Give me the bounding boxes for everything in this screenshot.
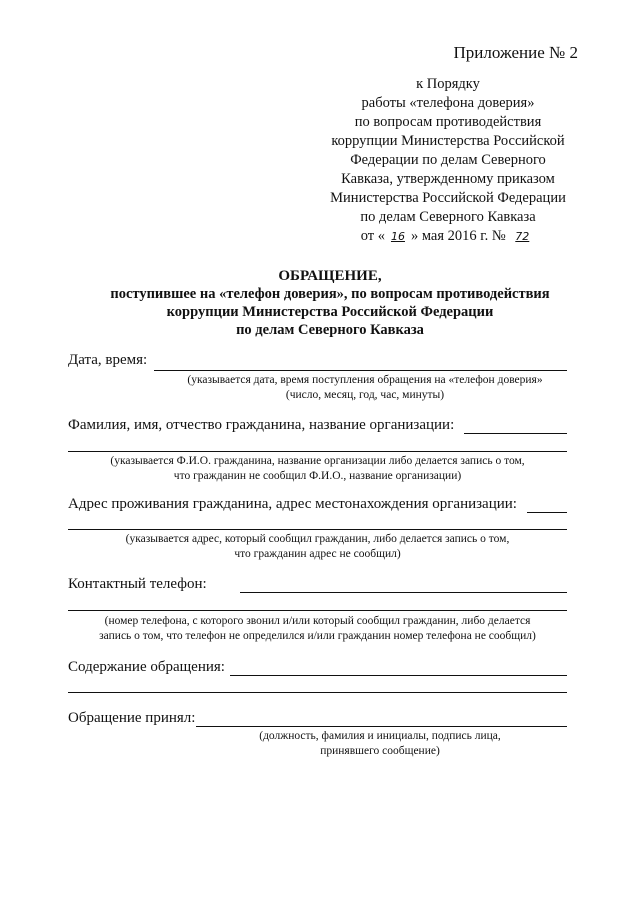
accepted-by-label: Обращение принял:	[68, 710, 196, 726]
accepted-by-fill-line	[196, 726, 567, 727]
address-fill-line	[527, 512, 567, 513]
content-fill-line	[230, 675, 567, 676]
order-date-line	[322, 227, 574, 246]
accepted-by-note	[230, 729, 530, 759]
note-line: запись о том, что телефон не определился и/или гражданин номер телефона не сообщил)	[99, 630, 536, 642]
phone-fill-line-2	[68, 610, 567, 611]
date-time-note	[160, 373, 570, 403]
approval-line: Министерства Российской Федерации	[330, 190, 566, 206]
note-line: (должность, фамилия и инициалы, подпись лица,	[259, 730, 501, 742]
approval-block	[322, 75, 574, 246]
note-line: принявшего сообщение)	[320, 745, 440, 757]
approval-line: по вопросам противодействия	[354, 114, 542, 130]
title-line: по делам Северного Кавказа	[236, 322, 424, 338]
document-title	[40, 267, 620, 339]
address-note	[68, 532, 567, 562]
title-main: ОБРАЩЕНИЕ,	[278, 268, 382, 284]
note-line: (указывается Ф.И.О. гражданина, название организации либо делается запись о том,	[110, 455, 525, 467]
order-date-middle: » мая 2016 г. №	[410, 228, 506, 244]
citizen-name-fill-line	[464, 433, 567, 434]
approval-line: Кавказа, утвержденному приказом	[341, 171, 555, 187]
content-label: Содержание обращения:	[68, 659, 225, 675]
order-day-handwritten: 16	[390, 230, 405, 243]
approval-line: коррупции Министерства Российской	[331, 133, 565, 149]
date-time-label: Дата, время:	[68, 352, 148, 368]
approval-line: по делам Северного Кавказа	[360, 209, 536, 225]
approval-line: Федерации по делам Северного	[350, 152, 546, 168]
address-fill-line-2	[68, 529, 567, 530]
address-label: Адрес проживания гражданина, адрес местонахождения организации:	[68, 496, 517, 512]
phone-fill-line	[240, 592, 567, 593]
note-line: (указывается адрес, который сообщил гражданин, либо делается запись о том,	[125, 533, 510, 545]
phone-note	[68, 614, 567, 644]
note-line: (номер телефона, с которого звонил и/или который сообщил гражданин, либо делается	[104, 615, 531, 627]
citizen-name-fill-line-2	[68, 451, 567, 452]
title-line: коррупции Министерства Российской Федерации	[166, 304, 494, 320]
content-fill-line-2	[68, 692, 567, 693]
citizen-name-note	[68, 454, 567, 484]
phone-label: Контактный телефон:	[68, 576, 207, 592]
note-line: что гражданин адрес не сообщил)	[234, 548, 401, 560]
order-number-handwritten: 72	[515, 230, 530, 243]
note-line: (указывается дата, время поступления обращения на «телефон доверия»	[187, 374, 543, 386]
appendix-number: Приложение № 2	[453, 43, 578, 62]
approval-line: работы «телефона доверия»	[361, 95, 535, 111]
title-line: поступившее на «телефон доверия», по вопросам противодействия	[110, 286, 550, 302]
citizen-name-label: Фамилия, имя, отчество гражданина, название организации:	[68, 417, 455, 433]
note-line: что гражданин не сообщил Ф.И.О., название организации)	[173, 470, 462, 482]
date-time-fill-line	[154, 370, 567, 371]
approval-line: к Порядку	[416, 76, 480, 92]
note-line: (число, месяц, год, час, минуты)	[285, 389, 445, 401]
order-date-prefix: от «	[360, 228, 385, 244]
